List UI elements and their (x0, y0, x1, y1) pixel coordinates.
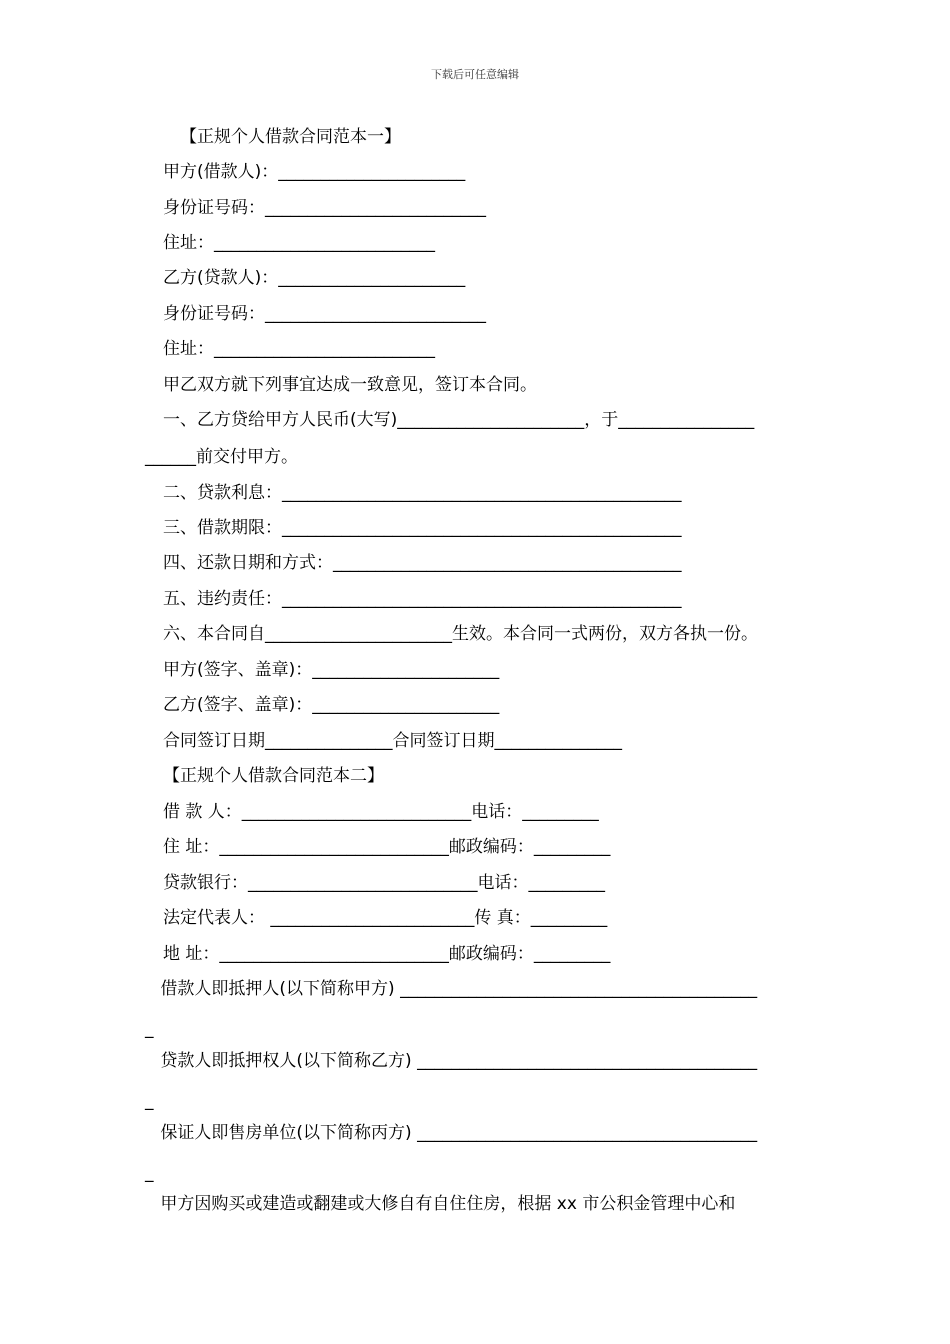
purpose-paragraph: 甲方因购买或建造或翻建或大修自有自住住房，根据 xx 市公积金管理中心和 (155, 1194, 736, 1214)
party-b-signature: 乙方(签字、盖章)：______________________ (163, 695, 500, 715)
legal-rep-fax-line: 法定代表人： ________________________传 真：_________ (163, 908, 608, 928)
lender-line: 乙方(贷款人)：______________________ (163, 268, 466, 288)
borrower-id-line: 身份证号码：__________________________ (163, 198, 486, 218)
clause-5: 五、违约责任：_______________________________________________ (163, 589, 682, 609)
mortgagor-line: 借款人即抵押人(以下简称甲方) __________________________________________ (155, 979, 758, 999)
address-postcode-line-2: 地 址：___________________________邮政编码：_________ (163, 944, 611, 964)
clause-2: 二、贷款利息：_______________________________________________ (163, 483, 682, 503)
clause-1-cont: ______前交付甲方。 (145, 447, 298, 467)
address-postcode-line: 住 址：___________________________邮政编码：_________ (163, 837, 611, 857)
clause-4: 四、还款日期和方式：_________________________________________ (163, 553, 682, 573)
mortgagee-line: 贷款人即抵押权人(以下简称乙方) ________________________________________ (155, 1051, 758, 1071)
guarantor-line-cont: _ (145, 1163, 154, 1183)
party-a-signature: 甲方(签字、盖章)：______________________ (163, 660, 500, 680)
page-header: 下载后可任意编辑 (431, 68, 519, 81)
signing-date-line: 合同签订日期_______________合同签订日期_______________ (163, 731, 622, 751)
clause-1: 一、乙方贷给甲方人民币(大写)______________________，于________________ (163, 410, 755, 430)
lender-address-line: 住址：__________________________ (163, 339, 435, 359)
mortgagor-line-cont: _ (145, 1019, 154, 1039)
borrower-phone-line: 借 款 人：___________________________电话：_________ (163, 802, 599, 822)
section1-title: 【正规个人借款合同范本一】 (180, 127, 401, 147)
guarantor-line: 保证人即售房单位(以下简称丙方) ________________________________________ (155, 1123, 758, 1143)
section2-title: 【正规个人借款合同范本二】 (163, 766, 384, 786)
mortgagee-line-cont: _ (145, 1091, 154, 1111)
clause-3: 三、借款期限：_______________________________________________ (163, 518, 682, 538)
agreement-intro: 甲乙双方就下列事宜达成一致意见，签订本合同。 (163, 375, 537, 395)
bank-phone-line: 贷款银行：___________________________电话：_________ (163, 873, 605, 893)
lender-id-line: 身份证号码：__________________________ (163, 304, 486, 324)
borrower-line: 甲方(借款人)：______________________ (163, 162, 466, 182)
borrower-address-line: 住址：__________________________ (163, 233, 435, 253)
clause-6: 六、本合同自______________________生效。本合同一式两份，双方各执一份。 (163, 624, 758, 644)
